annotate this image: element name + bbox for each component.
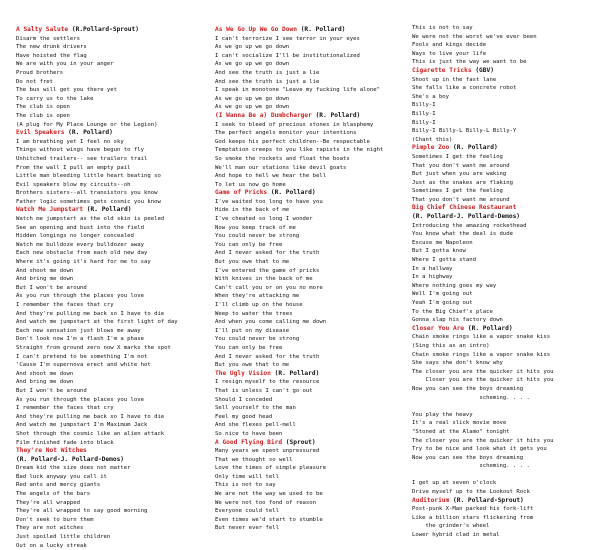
lyric-line: Yeah I'm going out [412, 300, 473, 306]
lyric-line: Weep to water the trees [215, 310, 293, 317]
lyric-line: From the wall I pull an empty pail [16, 164, 131, 171]
lyric-line: That you don't want me around [412, 196, 510, 203]
lyric-line: You could never be strong [215, 233, 300, 240]
lyric-line: I resign myself to the resource [215, 379, 320, 386]
song-title: Auditorium [412, 496, 450, 504]
lyric-line: Dream kid the size does not matter [16, 465, 131, 472]
song-heading [16, 456, 212, 465]
lyric-line: Little man bleeding little heart beating so [16, 173, 161, 180]
lyric-line: The closer you are the quicker it hits you [412, 437, 554, 444]
lyric-line: And bring me down [16, 379, 74, 386]
song-block [412, 204, 598, 213]
lyric-line: Where I gotta stand [412, 257, 476, 264]
lyric-line: The perfect angels monitor your intentions [215, 130, 357, 137]
lyric-line: I remember the faces that cry [16, 405, 114, 412]
lyric-line: So smoke the rockets and float the boats [215, 155, 350, 162]
lyric-line: And shoot me down [16, 267, 74, 274]
lyric-line: I'll climb up on the house [215, 302, 303, 308]
song-heading [412, 67, 598, 76]
lyric-line: Bad luck anyway you call it [16, 473, 107, 480]
lyric-line: She's a boy [412, 93, 450, 100]
lyric-line: Post-punk X-Man parked his fork-lift [412, 506, 534, 513]
lyric-line: Everyone could tell [215, 508, 279, 515]
lyric-line: And watch me jumpstart at the first light of day [16, 319, 178, 326]
lyric-line: And I never asked for the truth [215, 250, 320, 257]
song-block [215, 26, 409, 112]
song-block [412, 24, 598, 67]
song-block [215, 112, 409, 189]
lyric-line: And see the truth is just a lie [215, 78, 320, 85]
lyric-line: To let us now go home [215, 181, 286, 188]
lyric-line: Don't look now I'm a flash I'm a phase [16, 336, 144, 343]
lyric-line: Father logic sometimes gets cosmic you know [16, 198, 161, 205]
lyric-line: Billy-I [412, 119, 436, 126]
song-title: They're Not Witches [16, 447, 87, 455]
song-credit: (R. Pollard) [64, 129, 113, 137]
song-heading [412, 497, 598, 506]
song-credit: (R. Pollard) [449, 144, 498, 152]
lyric-line: "Stoned at the Alamo" tonight [412, 428, 510, 435]
lyric-line: And they're pulling me back so I have to die [16, 310, 165, 317]
song-block [16, 206, 212, 447]
lyric-line [412, 402, 598, 411]
song-credit: (R. Pollard-Sprout) [449, 496, 524, 504]
lyric-line: (Chant this) [412, 136, 453, 143]
song-heading [412, 204, 598, 213]
lyric-line: I am breathing yet I feel no sky [16, 138, 124, 145]
lyric-line: You play the heavy [412, 411, 473, 418]
lyric-line: Watch me bulldoze every bulldozer away [16, 241, 144, 248]
song-credit: (R.Pollard-Sprout) [68, 26, 139, 33]
lyric-line: Brothers sisters--all transistors you know [16, 190, 158, 197]
lyric-line: Feel my good head [215, 413, 273, 420]
lyric-line: Sell yourself to the man [215, 405, 296, 412]
lyric-line: We are not the way we used to be [215, 491, 323, 498]
song-heading [215, 26, 409, 35]
lyric-line: Now you keep track of me [215, 224, 296, 231]
lyric-line: Now you can see the boys dreaming [412, 454, 524, 461]
song-credit: (R. Pollard) [270, 369, 320, 377]
lyric-line: In a hallway [412, 265, 453, 272]
song-heading [16, 206, 212, 215]
song-title: Big Chief Chinese Restaurant [412, 204, 517, 212]
lyric-line: Introducing the amazing rockethead [412, 222, 527, 229]
song-title: (I Wanna Be a) Dumbcharger [215, 111, 312, 119]
song-title: A Good Flying Bird [215, 438, 283, 446]
lyric-line: Hidden longings no longer concealed [16, 233, 134, 240]
lyric-line: Billy-I [412, 102, 436, 109]
song-title: Evil Speakers [16, 129, 65, 137]
lyric-line: Like a billion stars flickering from [412, 514, 534, 521]
lyric-line: And when you come calling me down [215, 319, 327, 326]
lyric-line: Only time will tell [215, 473, 279, 480]
song-credit: (R. Pollard) [464, 324, 513, 332]
lyric-line: Love the times of simple pleasure [215, 465, 327, 472]
lyric-line: (A plug for My Place Lounge or the Legion) [16, 121, 158, 128]
lyric-line: With knives in the back of me [215, 276, 313, 283]
lyric-line: And she flexes pell-mell [215, 422, 296, 429]
song-title: Closer You Are [412, 324, 465, 332]
lyric-line: And they're pulling me back so I have to die [16, 413, 165, 420]
song-heading [215, 370, 409, 379]
lyric-line: To carry us to the lake [16, 95, 94, 102]
lyric-line: Hide in the back of me [215, 207, 290, 214]
lyric-line: I speak in monotone "Leave my fucking life alone" [215, 87, 381, 94]
lyric-line: Lower hybrid clad in metal [412, 532, 500, 539]
lyric-line: Well I'm going out [412, 291, 473, 298]
song-block [16, 129, 212, 206]
lyric-line: I've entered the game of pricks [215, 267, 320, 274]
lyric-line: The club is open [16, 104, 70, 111]
lyric-line: But you owe that to me [215, 362, 290, 369]
lyric-line: Now you can see the boys dreaming [412, 385, 524, 392]
lyric-line: The bus will get you there yet [16, 87, 118, 94]
lyric-line: Gonna slap his factory down [412, 317, 503, 324]
lyric-line: Things without wings have begun to fly [16, 147, 144, 154]
song-block [215, 439, 409, 534]
song-title: Cigarette Tricks [412, 66, 472, 74]
lyric-line: The angels of the bars [16, 491, 91, 498]
lyrics-column-2 [215, 26, 409, 533]
song-heading [215, 439, 409, 448]
lyric-line: I can't pretend to be something I'm not [16, 353, 148, 360]
song-title: Pimple Zoo [412, 144, 450, 152]
lyric-line: Shot through the cosmic like an alien attack [16, 430, 165, 437]
song-block [16, 456, 212, 550]
lyric-line: Billy-I [412, 110, 436, 117]
lyric-line: I've waited too long to have you [215, 198, 323, 205]
lyric-line: They're all wrapped [16, 499, 80, 506]
song-block [412, 67, 598, 144]
lyric-line [412, 471, 598, 480]
lyric-line: And shoot me down [16, 370, 74, 377]
song-credit: (Sprout) [282, 438, 316, 446]
lyric-line: Drive myself up to the Lookout Rock [412, 489, 530, 496]
lyric-line: I get up at seven o'clock [412, 480, 497, 487]
lyric-line: We'll man our stations like devil goats [215, 164, 347, 171]
lyric-line: As you run through the places you love [16, 293, 144, 300]
lyric-line: The new drunk drivers [16, 44, 87, 51]
lyric-line: They are not witches [16, 525, 84, 532]
lyric-line: Billy-I Billy-L Billy-L Billy-Y [412, 128, 517, 135]
lyric-line: But I won't be around [16, 387, 87, 394]
song-heading [412, 213, 598, 222]
lyric-line: Just spoiled little children [16, 534, 111, 541]
lyric-line: Chain smoke rings like a vapor snake kiss [412, 351, 551, 358]
lyric-line: I seek to bleed of precious stones in blasphemy [215, 121, 374, 128]
song-title: Game of Pricks [215, 189, 268, 197]
song-block [412, 497, 598, 540]
song-credit: (R. Pollard) [267, 189, 316, 197]
lyric-line: Where it's going it's hard for me to say [16, 259, 151, 266]
lyric-line: We were not the worst we've ever been [412, 33, 537, 40]
lyrics-column-1 [16, 26, 212, 550]
lyric-line: Evil speakers blow my circuits--oh [16, 181, 131, 188]
song-heading [215, 189, 409, 198]
song-block [16, 447, 212, 456]
song-credit: (GBV) [471, 66, 494, 74]
lyric-line: scheming. . . . [412, 463, 530, 470]
lyric-line: Fools and kings decide [412, 42, 487, 49]
song-heading [412, 325, 598, 334]
lyric-line: Each new obstacle from each old new day [16, 250, 148, 257]
lyric-line: And hope to hell we hear the bell [215, 173, 327, 180]
song-title: A Salty Salute [16, 26, 69, 33]
lyric-line: This is just the way we want to be [412, 59, 527, 66]
lyric-line: And watch me jumpstart I'm Maximum Jack [16, 422, 148, 429]
lyric-line: You can only be free [215, 344, 283, 351]
song-title: The Ugly Vision [215, 369, 271, 377]
lyric-line: I can't socialize I'll be institutionalized [215, 52, 360, 59]
song-credit: (R. Pollard) [83, 206, 132, 214]
lyric-line: The closer you are the quicker it hits you [412, 368, 554, 375]
lyric-line: Out on a lucky streak [16, 542, 87, 549]
song-heading [16, 447, 212, 456]
lyric-line: It's a real slick movie move [412, 420, 507, 427]
lyric-line: Watch me jumpstart as the old skin is peeled [16, 216, 165, 223]
lyric-line: Excuse me Napoleon [412, 239, 473, 246]
lyric-line: Straight from ground zero now X marks the spot [16, 344, 171, 351]
lyrics-column-3 [412, 24, 598, 540]
lyric-line: Shoot up in the fast lane [412, 76, 497, 83]
lyric-line: Each new sensation just blows me away [16, 327, 141, 334]
lyric-line: To the Big Chief's place [412, 308, 493, 315]
lyric-line: The club is open [16, 112, 70, 119]
lyric-line: Just as the snakes are flaking [412, 179, 514, 186]
lyric-line: Ways to live your life [412, 50, 487, 57]
lyric-line: So nice to have been [215, 430, 283, 437]
lyric-line: scheming. . . . [412, 394, 530, 401]
lyric-line: As we go up we go down [215, 95, 290, 102]
lyric-line: Film finished fade into black [16, 439, 114, 446]
lyric-line: I remember the faces that cry [16, 302, 114, 308]
song-block [215, 370, 409, 439]
lyric-line: Temptation creeps to you like rapists in the night [215, 147, 384, 154]
lyric-line: Proud brothers [16, 69, 64, 76]
lyric-line: I'll put on my disease [215, 327, 290, 334]
lyric-line: But you owe that to me [215, 259, 290, 266]
lyric-line: But I won't be around [16, 284, 87, 291]
lyric-line: That is unless I can't go out [215, 387, 313, 394]
lyric-line: That you don't want me around [412, 162, 510, 169]
lyric-line: I've cheated so long I wonder [215, 216, 313, 223]
lyric-line: And I never asked for the truth [215, 353, 320, 360]
song-block [412, 144, 598, 204]
song-block [16, 26, 212, 129]
song-block [412, 325, 598, 497]
song-heading [412, 144, 598, 153]
song-heading [215, 112, 409, 121]
song-title: As We Go Up We Go Down [215, 26, 297, 33]
lyric-line: Unhitched trailers-- see trailers trail [16, 155, 148, 162]
lyric-line: This is not to say [215, 482, 276, 489]
lyric-line: Don't seek to burn them [16, 516, 94, 523]
lyric-line: (Sing this as an intro) [412, 342, 490, 349]
lyric-line: But I gotta know [412, 248, 466, 255]
lyric-line: I can't terrorize I see terror in your eyes [215, 35, 360, 42]
song-credit: (R. Pollard-J. Pollard-Demos) [412, 213, 521, 221]
lyric-line: Do not fret [16, 78, 54, 85]
lyric-line: But never ever fell [215, 525, 279, 532]
lyric-line: Even times we'd start to stumble [215, 516, 323, 523]
lyric-line: And bring me down [16, 276, 74, 283]
lyric-line: Chain smoke rings like a vapor snake kiss [412, 334, 551, 341]
lyric-line: She falls like a concrete robot [412, 85, 517, 92]
lyric-line: Have hoisted the flag [16, 52, 87, 59]
lyric-line: Try to be nice and look what it gets you [412, 446, 547, 453]
lyric-line: As we go up we go down [215, 104, 290, 111]
lyric-line: And see the truth is just a lie [215, 69, 320, 76]
lyric-line: Red ants and mercy giants [16, 482, 101, 489]
lyric-line: We are with you in your anger [16, 61, 114, 68]
lyric-line: But just when you are waking [412, 171, 507, 178]
lyric-line: When they're attacking me [215, 293, 300, 300]
song-heading [16, 26, 212, 35]
song-heading [16, 129, 212, 138]
lyric-line: You know what the deal is dude [412, 231, 514, 238]
song-block [215, 189, 409, 369]
lyric-line: In a highway [412, 274, 453, 281]
lyric-line: As we go up we go down [215, 44, 290, 51]
lyric-line: See an opening and bust into the field [16, 224, 144, 231]
lyric-line: They're all wrapped to say good morning [16, 508, 148, 515]
lyric-line: As we go up we go down [215, 61, 290, 68]
lyric-line: You could never be strong [215, 336, 300, 343]
lyric-line: Should I conceded [215, 396, 273, 403]
song-credit: (R. Pollard) [296, 26, 346, 33]
lyric-line: Can't call you or on you no more [215, 284, 323, 291]
song-credit: (R. Pollard) [311, 111, 361, 119]
lyric-line: Many years we spent unpressured [215, 448, 320, 455]
lyric-line: We were not too fond of reason [215, 499, 317, 506]
lyric-line: She says she don't know why [412, 360, 503, 367]
song-block [412, 213, 598, 325]
lyric-line: This is not to say [412, 25, 473, 31]
lyric-line: the grinder's wheel [412, 523, 490, 530]
lyric-line: Where nothing goes my way [412, 282, 497, 289]
song-title: Watch Me Jumpstart [16, 206, 84, 214]
lyric-line: Closer you are the quicker it hits you [412, 377, 554, 384]
lyric-line: Sometimes I get the feeling [412, 188, 503, 195]
lyric-line: Disarm the settlers [16, 35, 80, 42]
lyric-line: That we thought so well [215, 456, 293, 463]
lyric-line: 'Cause I'm supernova erect and white hot [16, 362, 151, 369]
lyric-line: You can only be free [215, 241, 283, 248]
lyric-line: God keeps his perfect children--Be respectable [215, 138, 370, 145]
lyric-line: Sometimes I get the feeling [412, 153, 503, 160]
lyric-line: As you run through the places you love [16, 396, 144, 403]
song-credit: (R. Pollard-J. Pollard-Demos) [16, 455, 125, 463]
